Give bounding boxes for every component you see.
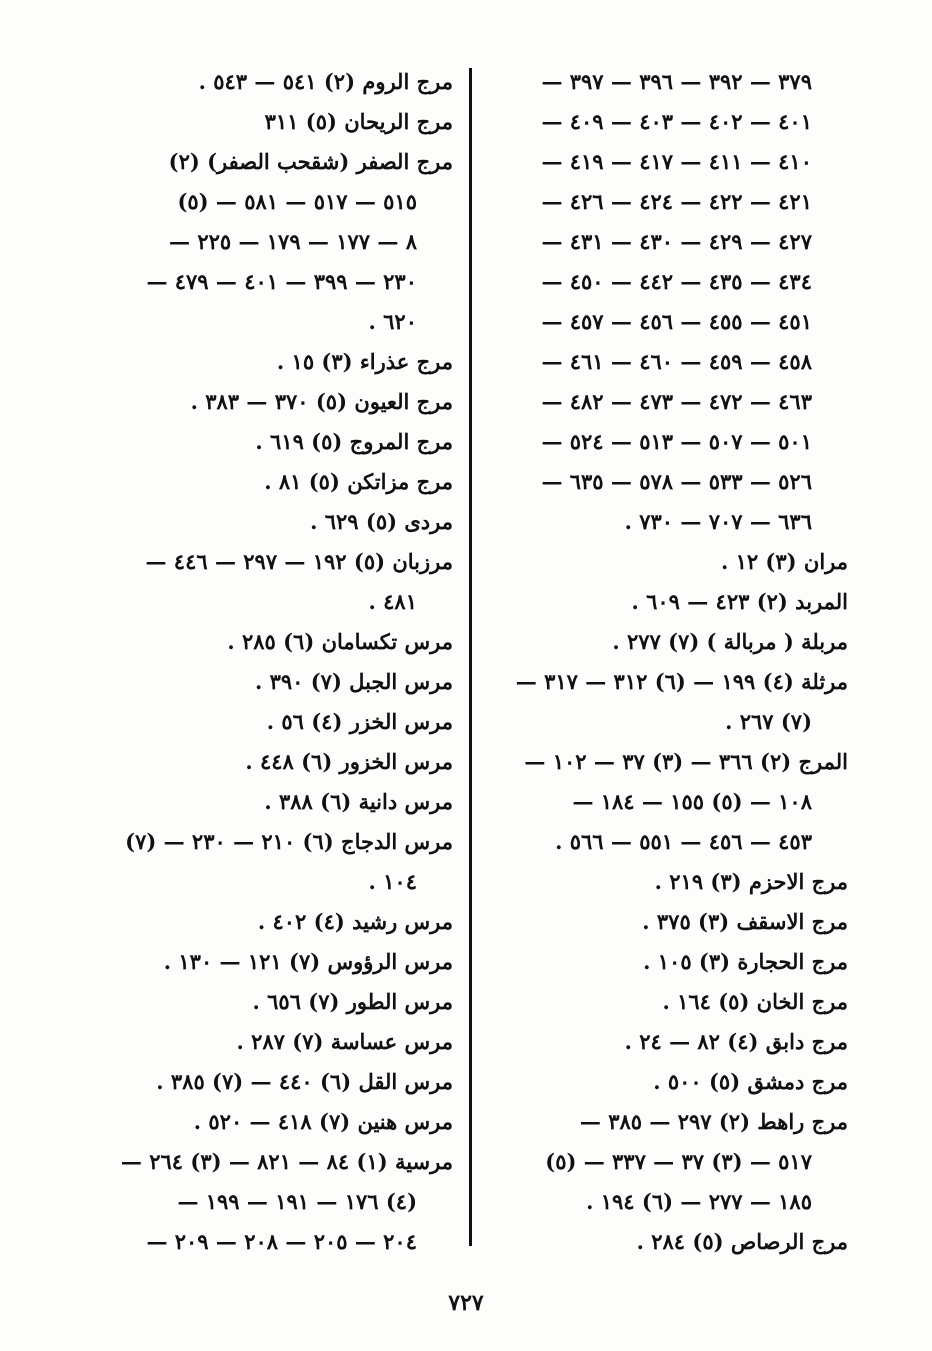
index-line: ٤١٠ — ٤١١ — ٤١٧ — ٤١٩ —: [541, 149, 812, 174]
index-line: ١٨٥ — ٢٧٧ — (٦) ١٩٤ .: [586, 1189, 812, 1214]
right-column: [500, 62, 848, 1262]
index-line: ٥٢٦ — ٥٣٣ — ٥٧٨ — ٦٣٥ —: [541, 469, 812, 494]
index-line: ٦٢٠ .: [368, 309, 417, 334]
index-line: ٤٢٧ — ٤٢٩ — ٤٣٠ — ٤٣١ —: [541, 229, 812, 254]
index-line: مرس الرؤوس (٧) ١٢١ — ١٣٠ .: [163, 949, 453, 974]
index-line: ٢٠٤ — ٢٠٥ — ٢٠٨ — ٢٠٩ —: [146, 1229, 417, 1254]
index-line: مرج دابق (٤) ٨٢ — ٢٤ .: [624, 1029, 848, 1054]
index-line: مرج الروم (٢) ٥٤١ — ٥٤٣ .: [198, 69, 453, 94]
index-line: المرج (٢) ٣٦٦ — (٣) ٣٧ — ١٠٢ —: [524, 749, 848, 774]
index-line: مرس رشيد (٤) ٤٠٢ .: [257, 909, 453, 934]
index-line: مرج دمشق (٥) ٥٠٠ .: [653, 1069, 848, 1094]
index-line: مرسية (١) ٨٤ — ٨٢١ — (٣) ٢٦٤ —: [120, 1149, 453, 1174]
index-line: مرس هنين (٧) ٤١٨ — ٥٢٠ .: [193, 1109, 453, 1134]
index-line: مرج الخان (٥) ١٦٤ .: [662, 989, 848, 1014]
index-line: مرج الرصاص (٥) ٢٨٤ .: [636, 1229, 848, 1254]
index-line: مرس القل (٦) ٤٤٠ — (٧) ٣٨٥ .: [156, 1069, 453, 1094]
index-line: مرزبان (٥) ١٩٢ — ٢٩٧ — ٤٤٦ —: [145, 549, 453, 574]
index-line: مرج الريحان (٥) ٣١١: [264, 109, 453, 134]
index-line: ٤٢١ — ٤٢٢ — ٤٢٤ — ٤٢٦ —: [541, 189, 812, 214]
index-line: ٤٦٣ — ٤٧٢ — ٤٧٣ — ٤٨٢ —: [541, 389, 812, 414]
index-line: مرس الطور (٧) ٦٥٦ .: [252, 989, 453, 1014]
index-line: مرج العيون (٥) ٣٧٠ — ٣٨٣ .: [190, 389, 453, 414]
index-line: ١٠٨ — (٥) ١٥٥ — ١٨٤ —: [572, 789, 812, 814]
index-line: ٨ — ١٧٧ — ١٧٩ — ٢٢٥ —: [169, 229, 417, 254]
index-line: ٤٠١ — ٤٠٢ — ٤٠٣ — ٤٠٩ —: [541, 109, 812, 134]
index-line: المربد (٢) ٤٢٣ — ٦٠٩ .: [631, 589, 848, 614]
index-line: ٤٣٤ — ٤٣٥ — ٤٤٢ — ٤٥٠ —: [541, 269, 812, 294]
index-line: مرس دانية (٦) ٣٨٨ .: [264, 789, 453, 814]
index-line: ٥١٥ — ٥١٧ — ٥٨١ — (٥): [177, 189, 417, 214]
index-line: مرج راهط (٢) ٢٩٧ — ٣٨٥ —: [579, 1109, 848, 1134]
index-line: ٤٥٣ — ٤٥٦ — ٥٥١ — ٥٦٦ .: [555, 829, 812, 854]
index-line: مرج المروج (٥) ٦١٩ .: [255, 429, 453, 454]
index-line: مرج الاحزم (٣) ٢١٩ .: [654, 869, 848, 894]
index-line: مربلة ( مربالة ) (٧) ٢٧٧ .: [612, 629, 848, 654]
index-line: مران (٣) ١٢ .: [720, 549, 848, 574]
index-line: ٤٨١ .: [368, 589, 417, 614]
column-divider: [469, 68, 472, 1246]
index-line: ٥٠١ — ٥٠٧ — ٥١٣ — ٥٢٤ —: [541, 429, 812, 454]
index-line: ١٠٤ .: [368, 869, 417, 894]
index-line: مرس تكسامان (٦) ٢٨٥ .: [227, 629, 453, 654]
index-line: مرس الدجاج (٦) ٢١٠ — ٢٣٠ — (٧): [125, 829, 453, 854]
index-line: مرثلة (٤) ١٩٩ — (٦) ٣١٢ — ٣١٧ —: [515, 669, 848, 694]
index-line: ٥١٧ — (٣) ٣٧ — ٣٣٧ — (٥): [545, 1149, 812, 1174]
index-line: مرج مزاتكن (٥) ٨١ .: [264, 469, 453, 494]
index-line: ٦٣٦ — ٧٠٧ — ٧٣٠ .: [624, 509, 812, 534]
index-line: مرس الخزر (٤) ٥٦ .: [266, 709, 453, 734]
page-number: ٧٢٧: [448, 1290, 484, 1316]
index-line: ٣٧٩ — ٣٩٢ — ٣٩٦ — ٣٩٧ —: [541, 69, 812, 94]
index-line: (٧) ٢٦٧ .: [725, 709, 812, 734]
index-line: ٢٣٠ — ٣٩٩ — ٤٠١ — ٤٧٩ —: [146, 269, 417, 294]
index-line: مرس الجبل (٧) ٣٩٠ .: [254, 669, 453, 694]
index-line: مرس عساسة (٧) ٢٨٧ .: [236, 1029, 453, 1054]
index-line: (٤) ١٧٦ — ١٩١ — ١٩٩ —: [177, 1189, 417, 1214]
index-line: مرس الخزور (٦) ٤٤٨ .: [245, 749, 453, 774]
index-line: ٤٥٨ — ٤٥٩ — ٤٦٠ — ٤٦١ —: [541, 349, 812, 374]
index-line: مردى (٥) ٦٢٩ .: [310, 509, 453, 534]
index-line: مرج الصفر (شقحب الصفر) (٢): [168, 149, 453, 174]
index-line: مرج عذراء (٣) ١٥ .: [276, 349, 453, 374]
index-line: مرج الاسقف (٣) ٣٧٥ .: [642, 909, 848, 934]
left-column: [105, 62, 453, 1262]
index-line: مرج الحجارة (٣) ١٠٥ .: [643, 949, 848, 974]
index-line: ٤٥١ — ٤٥٥ — ٤٥٦ — ٤٥٧ —: [541, 309, 812, 334]
